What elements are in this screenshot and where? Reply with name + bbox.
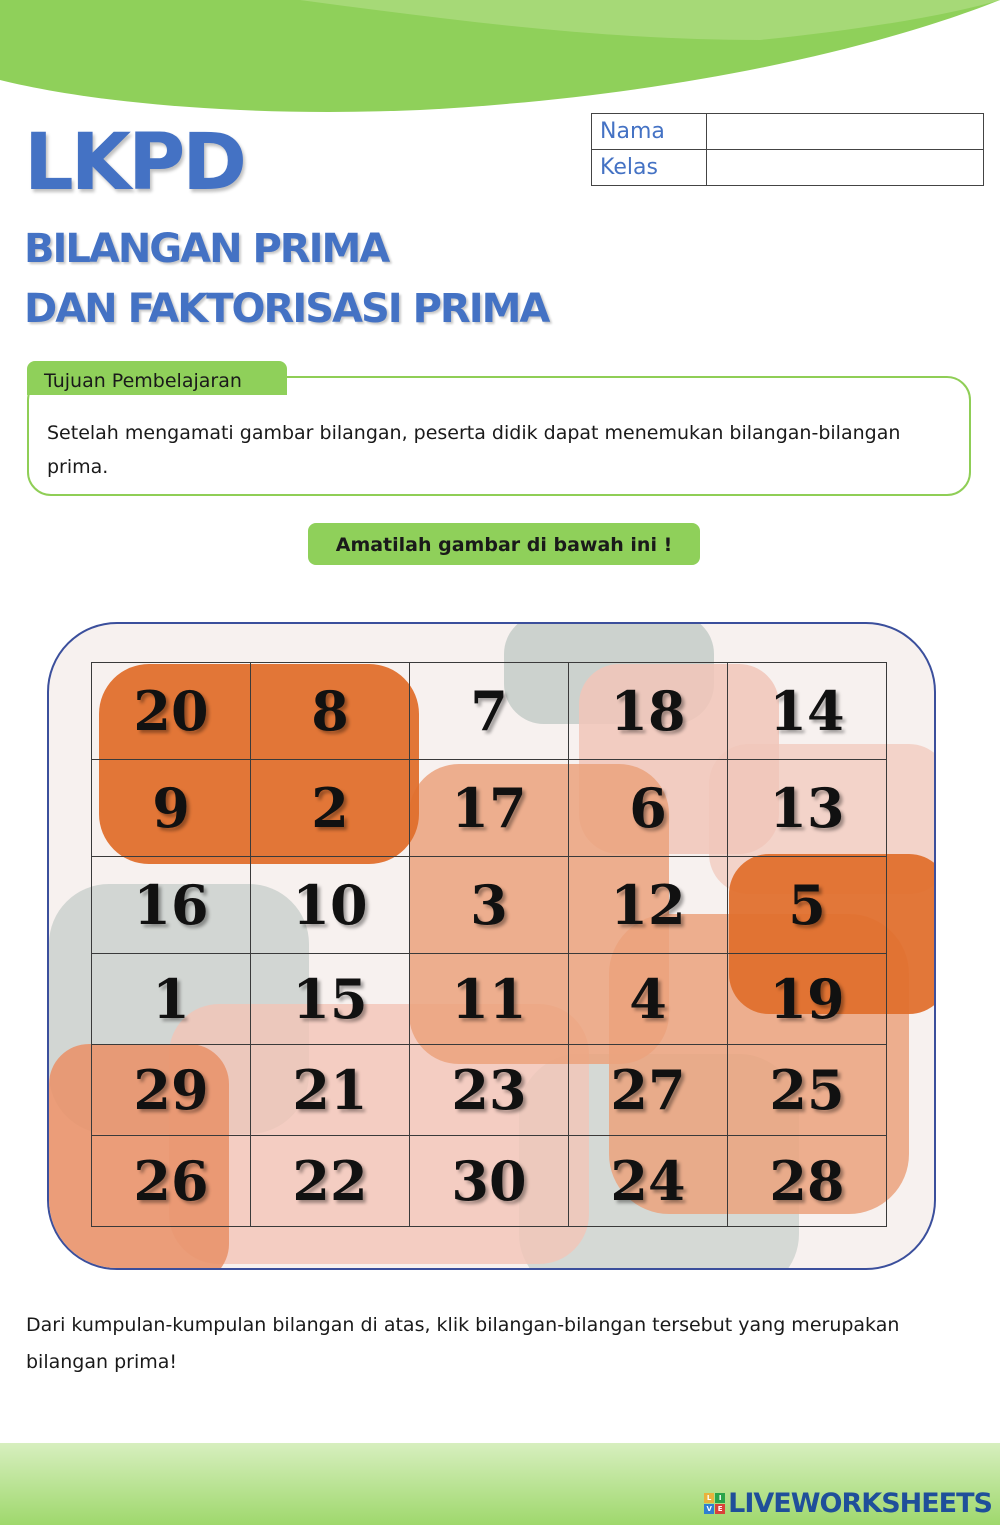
number-cell[interactable]: 30	[410, 1136, 569, 1227]
number-cell[interactable]: 19	[728, 954, 887, 1045]
class-field[interactable]	[707, 150, 984, 186]
subtitle-line-2: DAN FAKTORISASI PRIMA	[24, 286, 549, 332]
number-cell[interactable]: 8	[251, 663, 410, 760]
number-cell[interactable]: 26	[92, 1136, 251, 1227]
number-cell[interactable]: 4	[569, 954, 728, 1045]
number-cell[interactable]: 14	[728, 663, 887, 760]
instruction-text: Dari kumpulan-kumpulan bilangan di atas, klik bilangan-bilangan tersebut yang merupakan bilangan prima!	[26, 1314, 900, 1373]
number-cell[interactable]: 21	[251, 1045, 410, 1136]
objective-text: Setelah mengamati gambar bilangan, peserta didik dapat menemukan bilangan-bilangan prima.	[47, 422, 901, 478]
number-cell[interactable]: 27	[569, 1045, 728, 1136]
number-cell[interactable]: 17	[410, 760, 569, 857]
top-wave-decoration	[0, 0, 1000, 115]
page-title: LKPD	[24, 118, 245, 208]
number-cell[interactable]: 29	[92, 1045, 251, 1136]
number-cell[interactable]: 15	[251, 954, 410, 1045]
number-cell[interactable]: 22	[251, 1136, 410, 1227]
number-cell[interactable]: 24	[569, 1136, 728, 1227]
number-cell[interactable]: 1	[92, 954, 251, 1045]
number-cell[interactable]: 25	[728, 1045, 887, 1136]
number-cell[interactable]: 20	[92, 663, 251, 760]
subtitle-line-1: BILANGAN PRIMA	[24, 226, 389, 272]
number-cell[interactable]: 7	[410, 663, 569, 760]
liveworksheets-logo	[704, 1488, 992, 1519]
number-cell[interactable]: 2	[251, 760, 410, 857]
brand-logo-icon: L I V E	[704, 1493, 725, 1514]
number-cell[interactable]: 12	[569, 857, 728, 954]
name-field[interactable]	[707, 114, 984, 150]
number-cell[interactable]: 18	[569, 663, 728, 760]
number-cell[interactable]: 16	[92, 857, 251, 954]
number-cell[interactable]: 3	[410, 857, 569, 954]
brand-name: LIVEWORKSHEETS	[728, 1488, 992, 1519]
number-grid	[91, 662, 887, 1227]
number-cell[interactable]: 6	[569, 760, 728, 857]
number-cell[interactable]: 28	[728, 1136, 887, 1227]
number-cell[interactable]: 5	[728, 857, 887, 954]
number-cell[interactable]: 23	[410, 1045, 569, 1136]
number-cell[interactable]: 9	[92, 760, 251, 857]
objective-tab: Tujuan Pembelajaran	[27, 361, 287, 395]
number-cell[interactable]: 13	[728, 760, 887, 857]
identity-table	[591, 113, 984, 186]
name-label: Nama	[592, 114, 707, 150]
class-label: Kelas	[592, 150, 707, 186]
number-cell[interactable]: 11	[410, 954, 569, 1045]
number-cell[interactable]: 10	[251, 857, 410, 954]
observe-label: Amatilah gambar di bawah ini !	[308, 523, 700, 565]
